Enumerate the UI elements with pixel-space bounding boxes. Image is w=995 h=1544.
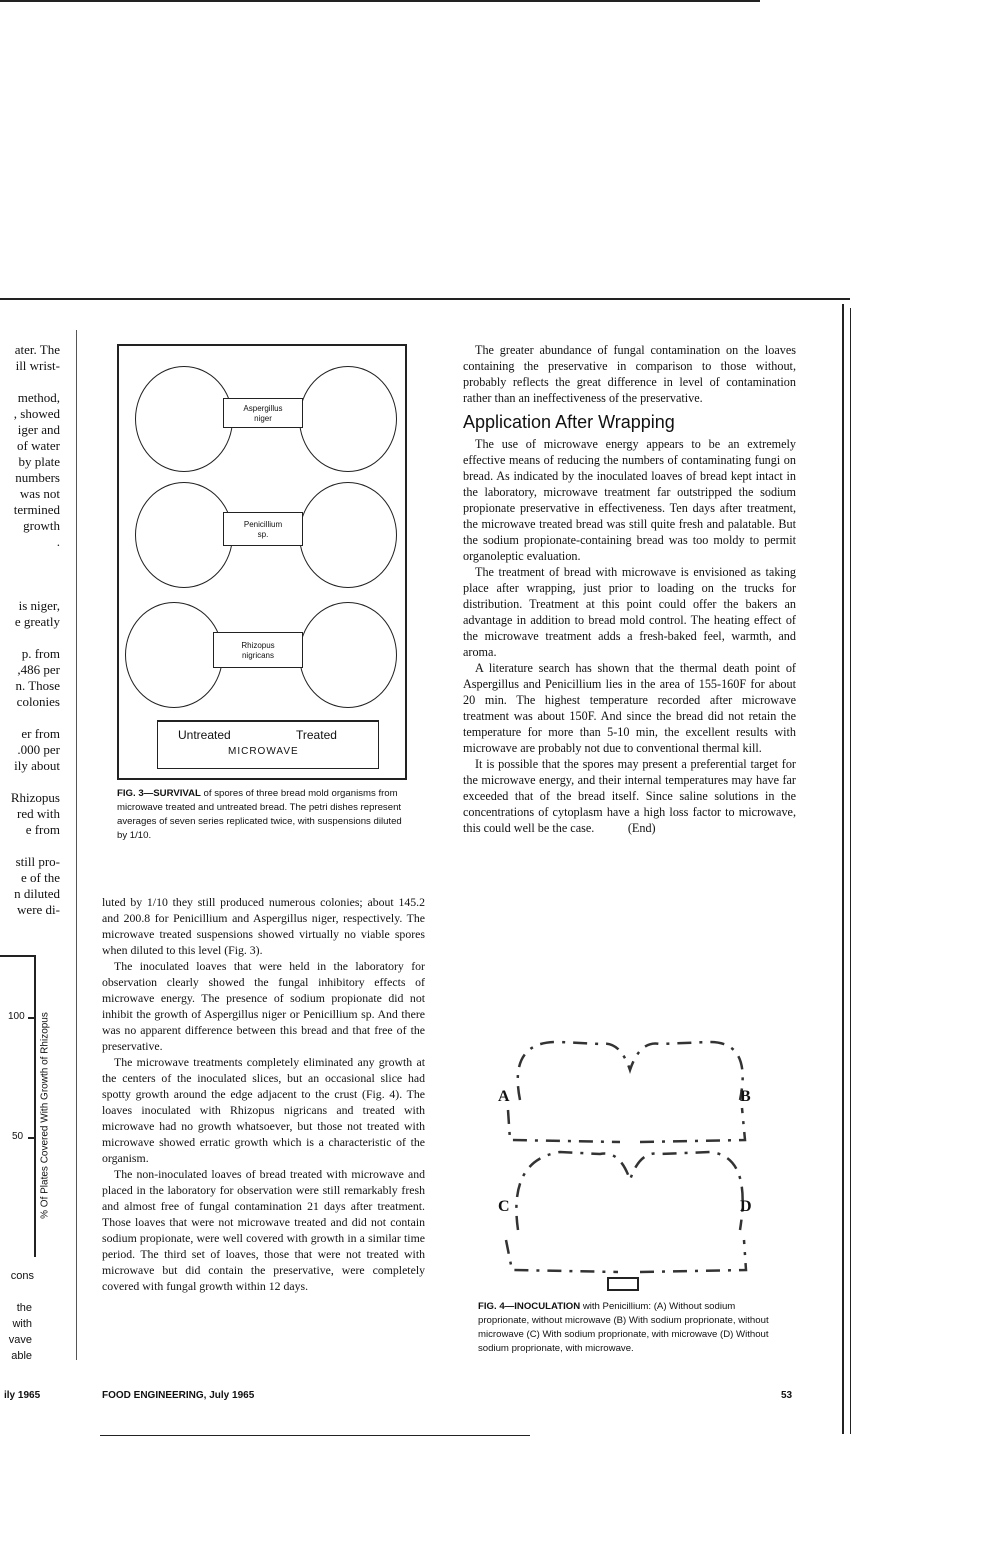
paragraph: The use of microwave energy appears to be an extremely effective means of reducing the numbers of contaminating fungi on bread. As indicated by the inoculated loaves of bread kept intact in the laboratory, microwave treatment far outstripped the sodium propionate preservative in effectiveness. Ten days after treatment, the microwave treated bread was still quite fresh and palatable. But the sodium propionate-containing bread was too moldy to permit organoleptic evaluation. [463, 437, 796, 563]
middle-column-text [102, 894, 425, 1294]
fragment-line: ater. The [14, 342, 60, 357]
dish-label-line: niger [254, 414, 272, 423]
paragraph: A literature search has shown that the thermal death point of Aspergillus and Penicillium lies in the area of 155-160F for about 20 min. The highest temperature recorded after microwave treatment was about 150F. And since the bread did not retain the temperature for more than 5-10 min, the excellent results with microwave are probably not due to conventional thermal kill. [463, 661, 796, 755]
right-column-text [463, 342, 796, 836]
fragment-line: n diluted [14, 886, 60, 901]
tick-mark-50 [28, 1137, 36, 1139]
header-rule [0, 298, 850, 300]
figure-4-bread-slices [490, 1030, 770, 1295]
fragment-line: e from [25, 822, 60, 837]
fragment-line: er from [21, 726, 60, 741]
label-rhizopus-nigricans [213, 632, 303, 668]
dish-label-line: Penicillium [243, 520, 283, 529]
paragraph: The inoculated loaves that were held in the laboratory for observation clearly showed the fungal inhibitory effects of microwave energy. The presence of sodium propionate did not inhibit the growth of Aspergillus niger or Penicillium sp. And there was no apparent difference between this bread and that free of the preservative. [102, 959, 425, 1053]
right-border-rule-2 [850, 308, 851, 1434]
label-penicillium-sp [223, 512, 303, 546]
figure-4-caption-text: with Penicillium: (A) Without sodium proprionate, without microwave (B) With sodium proprionate, without microwave (C) With sodium proprionate, with microwave (D) Without sodium proprionate, with microwave. [478, 1301, 769, 1354]
tick-label-50: 50 [12, 1131, 24, 1142]
paragraph: luted by 1/10 they still produced numerous colonies; about 145.2 and 200.8 for Penicillium and Aspergillus niger, respectively. The microwave treated suspensions showed virtually no viable spores when diluted to this level (Fig. 3). [102, 895, 425, 957]
right-border-rule [842, 304, 844, 1434]
fragment-line: the [16, 1302, 32, 1314]
fragment-line: Rhizopus [10, 790, 60, 805]
paragraph: The non-inoculated loaves of bread treated with microwave and placed in the laboratory for observation were still remarkably fresh and almost free of fungal contamination 21 days after treatment. Those loaves that were not microwave treated and did not contain sodium propionate, were well covered with growth in a similar time period. The third set of loaves, those that were not treated with microwave but did contain the preservative, were completely covered with fungal growth within 12 days. [102, 1167, 425, 1293]
fragment-line: were di- [17, 902, 60, 917]
fragment-line: numbers [15, 470, 60, 485]
fragment-line: e of the [21, 870, 60, 885]
footer-rule [100, 1435, 530, 1436]
dish-label-line: nigricans [241, 651, 274, 660]
fragment-line: with [12, 1318, 32, 1330]
fragment-line: able [11, 1350, 32, 1362]
footer-magazine: FOOD ENGINEERING, July 1965 [102, 1390, 255, 1401]
slice-letter-b: B [740, 1088, 751, 1105]
chart-y-axis-label: % Of Plates Covered With Growth of Rhizopus [39, 1012, 51, 1219]
tick-mark-100 [28, 1017, 36, 1019]
paragraph-text: It is possible that the spores may present a preferential target for the microwave energy, and their internal temperatures may have far exceeded that of the bread itself. Since saline solutions in the concentrations of cytoplasm have a high loss factor to microwave, this could well be the case. [463, 757, 796, 835]
fragment-line: by plate [18, 454, 60, 469]
fragment-line: ily about [14, 758, 60, 773]
slice-letter-a: A [498, 1088, 510, 1105]
fragment-line: , showed [13, 406, 60, 421]
paragraph: The treatment of bread with microwave is envisioned as taking place after wrapping, just prior to loading on the trucks for distribution. Treatment at this point could offer the bakers an advantage in addition to bread mold control. The heating effect of the microwave treatment adds a fresh-baked feel, warmth, and aroma. [463, 565, 796, 659]
fragment-line: is niger, [18, 598, 60, 613]
dish-label-line: sp. [257, 530, 269, 539]
figure-4-caption [478, 1300, 778, 1356]
petri-dish-treated [299, 602, 397, 708]
figure-3-caption-text: of spores of three bread mold organisms from microwave treated and untreated bread. The petri dishes represent averages of seven series replicated twice, with suspensions diluted by 1/10. [117, 788, 402, 841]
fragment-line: method, [17, 390, 60, 405]
fragment-line: . [56, 534, 60, 549]
label-aspergillus-niger [223, 398, 303, 428]
petri-dish-treated [299, 482, 397, 588]
slice-letter-d: D [740, 1198, 752, 1215]
fragment-line: cons [10, 1270, 34, 1282]
left-chart-fragment [0, 955, 40, 1255]
chart-top-rule [0, 955, 36, 957]
footer-left-fragment: ily 1965 [4, 1390, 41, 1401]
end-mark: (End) [627, 821, 656, 835]
fragment-line: termined [13, 502, 60, 517]
column-divider [76, 330, 77, 1360]
fragment-line: n. Those [15, 678, 60, 693]
figure-3-caption [117, 787, 410, 843]
figure-4-caption-lead: FIG. 4—INOCULATION [478, 1301, 581, 1312]
dish-label-line: Rhizopus [241, 641, 275, 650]
paragraph: The greater abundance of fungal contamination on the loaves containing the preservative in comparison to those without, probably reflects the great difference in level of contamination rather than an ineffectiveness of the preservative. [463, 343, 796, 405]
section-heading: Application After Wrapping [463, 412, 675, 432]
slice-letter-c: C [498, 1198, 510, 1215]
tick-label-100: 100 [8, 1011, 25, 1022]
chart-y-axis [34, 957, 36, 1257]
microwave-legend-box [157, 720, 379, 769]
scale-bar [608, 1278, 638, 1290]
fragment-line: was not [19, 486, 60, 501]
petri-dish-untreated [135, 482, 233, 588]
bread-slices-drawing [490, 1030, 770, 1295]
figure-3-caption-lead: FIG. 3—SURVIVAL [117, 788, 201, 799]
fragment-line: still pro- [15, 854, 60, 869]
paragraph [463, 756, 796, 836]
petri-dish-untreated [135, 366, 233, 472]
fragment-line: colonies [16, 694, 60, 709]
treated-label: Treated [296, 728, 337, 742]
petri-dish-untreated [125, 602, 223, 708]
fragment-line: ill wrist- [15, 358, 60, 373]
fragment-line: .000 per [17, 742, 60, 757]
figure-3-petri-dishes [117, 344, 407, 780]
fragment-line: ,486 per [17, 662, 60, 677]
dish-label-line: Aspergillus [243, 404, 283, 413]
microwave-label: MICROWAVE [228, 746, 299, 757]
top-rule [0, 0, 760, 2]
fragment-line: iger and [17, 422, 60, 437]
fragment-line: growth [23, 518, 60, 533]
fragment-line: of water [17, 438, 60, 453]
fragment-line: e greatly [14, 614, 60, 629]
fragment-line: p. from [21, 646, 60, 661]
fragment-line: vave [8, 1334, 32, 1346]
paragraph: The microwave treatments completely eliminated any growth at the centers of the inoculated slices, but an occasional slice had spotty growth around the edge adjacent to the crust (Fig. 4). The loaves inoculated with Rhizopus nigricans and treated with microwave had no growth whatsoever, but those not treated with microwave showed erratic growth which is a characteristic of the organism. [102, 1055, 425, 1165]
petri-dish-treated [299, 366, 397, 472]
fragment-line: red with [17, 806, 60, 821]
untreated-label: Untreated [178, 728, 231, 742]
footer-page-number: 53 [781, 1390, 793, 1401]
